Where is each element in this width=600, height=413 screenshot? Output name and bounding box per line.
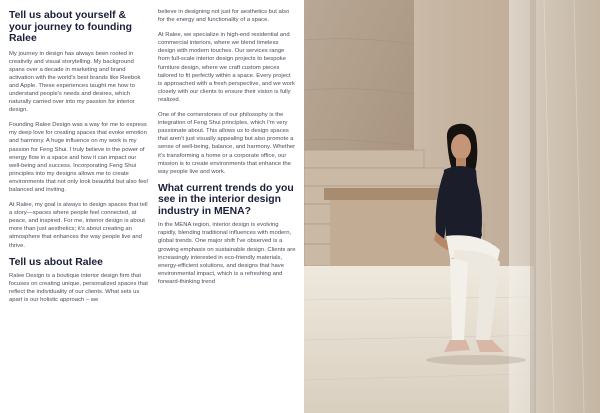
portrait-illustration: [304, 0, 600, 413]
middle-column: [150, 0, 300, 413]
body-paragraph: In the MENA region, interior design is evolving rapidly, blending traditional influences with modern, global trends. One major shift I've observed is a growing emphasis on sustainable design. Clients are increasingly interested in eco-friendly materials, energy-efficient solutions, and designs that have environmental impact, which is a refreshing and forward-thinking trend: [158, 222, 296, 285]
body-paragraph: One of the cornerstones of our philosophy is the integration of Feng Shui principles, which I'm very passionate about. This allows us to design spaces that aren't just visually appealing but also promote a sense of well-being, balance, and harmony. Whether it's transforming a home or a corporate office, our mission is to create environments that enhance the way people live and work.: [158, 112, 296, 175]
section-heading-ralee: Tell us about Ralee: [9, 256, 103, 268]
section-heading-trends: What current trends do you see in the interior design industry in MENA?: [158, 182, 294, 217]
section-heading-journey: Tell us about yourself & your journey to founding Ralee: [9, 10, 132, 44]
body-paragraph: Founding Ralee Design was a way for me to express my deep love for creating spaces that evoke emotion and harmony. A huge influence on my work is my passion for Feng Shui. I truly believe in the power of energy flow in a space and how it can impact our well-being and success. Incorporating Feng Shui principles into my designs allows me to create environments that not only look beautiful but also feel balanced and inviting.: [9, 122, 148, 193]
body-paragraph: At Ralee, my goal is always to design spaces that tell a story—spaces where people feel connected, at peace, and inspired. For me, interior design is about more than just aesthetics; it's about creating an atmosphere that enhances the way people live and thrive.: [9, 202, 148, 249]
portrait-photo: [304, 0, 600, 413]
body-paragraph: My journey in design has always been rooted in creativity and visual storytelling. My background spans over a decade in marketing and brand activation with the world's best brands like Reebok and Apple. These experiences taught me how to understand people's needs and desires, which naturally carried over into my passion for interior design.: [9, 50, 141, 114]
body-paragraph: Ralee Design is a boutique interior design firm that focuses on creating unique, personalized spaces that reflect the individuality of our clients. What sets us apart is our holistic approach – we: [9, 273, 148, 304]
left-column: [0, 0, 150, 413]
body-paragraph: At Ralee, we specialize in high-end residential and commercial interiors, where we blend timeless design with modern touches. Our services range from full-scale interior design projects to bespoke furniture design, where we craft custom pieces tailored to fit perfectly within a space. Every project is approached with a fresh perspective, and we work closely with our clients to ensure their vision is fully realized.: [158, 32, 295, 103]
body-paragraph: believe in designing not just for aesthetics but also for the energy and functionality of a space.: [158, 9, 290, 24]
